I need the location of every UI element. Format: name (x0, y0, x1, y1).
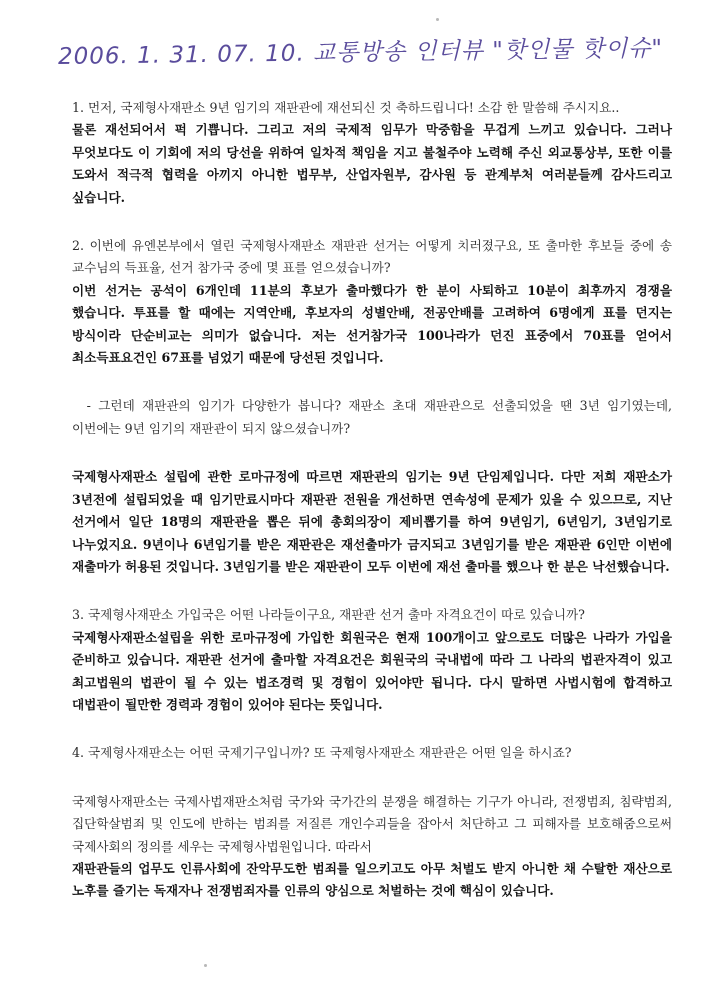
question-2-followup: - 그런데 재판관의 임기가 다양한가 봅니다? 재판소 초대 재판관으로 선출되었을 땐 3년 임기였는데, 이번에는 9년 임기의 재판관이 되지 않으셨습니까? (72, 398, 677, 436)
question-1: 1. 먼저, 국제형사재판소 9년 임기의 재판관에 재선되신 것 축하드립니다! 소감 한 말씀해 주시지요.. (72, 100, 620, 115)
handwritten-title: 2006. 1. 31. 07. 10. 교통방송 인터뷰 "핫인물 핫이슈" (57, 35, 664, 70)
answer-4-part1: 국제형사재판소는 국제사법재판소처럼 국가와 국가간의 분쟁을 해결하는 기구가 아니라, 전쟁범죄, 침략범죄, 집단학살범죄 및 인도에 반하는 범죄를 저질른 개인수괴들을 잡아서 처단하고 그 피해자를 보호해줌으로써 국제사회의 정의를 세우는 국제형사법원입니다. 따라서 (72, 793, 672, 854)
question-3: 3. 국제형사재판소 가입국은 어떤 나라들이구요, 재판관 선거 출마 자격요건이 따로 있습니까? (72, 607, 585, 623)
answer-2: 이번 선거는 공석이 6개인데 11분의 후보가 출마했다가 한 분이 사퇴하고 10분이 최후까지 경쟁을 했습니다. 투표를 할 때에는 지역안배, 후보자의 성별안배, 전공안배를 고려하여 6명에게 표를 던지는 방식이라 단순비교는 의미가 없습니다. 저는 선거참가국 100나라가 던진 표중에서 70표를 얻어서 최소득표요건인 67표를 넘었기 때문에 당선된 것입니다. (72, 282, 672, 366)
scan-speck (436, 18, 439, 21)
answer-1: 물론 재선되어서 퍽 기쁩니다. 그리고 저의 국제적 임무가 막중함을 무겁게 느끼고 있습니다. 그러나 무엇보다도 이 기회에 저의 당선을 위하여 일차적 책임을 지고 불철주야 노력해 주신 외교통상부, 또한 이를 도와서 적극적 협력을 아끼지 아니한 법무부, 산업자원부, 감사원 등 관계부처 여러분들께 감사드리고 싶습니다. (72, 122, 672, 205)
scan-speck (204, 964, 207, 967)
answer-2-followup: 국제형사재판소 설립에 관한 로마규정에 따르면 재판관의 임기는 9년 단임제입니다. 다만 저희 재판소가 3년전에 설립되었을 때 임기만료시마다 재판관 전원을 개선하면 연속성에 문제가 있을 수 있으므로, 지난 선거에서 일단 18명의 재판관을 뽑은 뒤에 총회의장이 제비뽑기를 하여 9년임기, 6년임기, 3년임기로 나누었지요. 9년이나 6년임기를 받은 재판관은 재선출마가 금지되고 3년임기를 받은 재판관 6인만 이번에 재출마가 허용된 것입니다. 3년임기를 받은 재판관이 모두 이번에 재선 출마를 했으나 한 분은 낙선했습니다. (72, 469, 672, 574)
answer-3: 국제형사재판소설립을 위한 로마규정에 가입한 회원국은 현재 100개이고 앞으로도 더많은 나라가 가입을 준비하고 있습니다. 재판관 선거에 출마할 자격요건은 회원국의 국내법에 따라 그 나라의 법관자격이 있고 최고법원의 법관이 될 수 있는 법조경력 및 경험이 있어야만 됩니다. 다시 말하면 사법시험에 합격하고 대법관이 될만한 경력과 경험이 있어야 된다는 뜻입니다. (72, 629, 672, 712)
interview-body (72, 97, 677, 903)
question-4: 4. 국제형사재판소는 어떤 국제기구입니까? 또 국제형사재판소 재판관은 어떤 일을 하시죠? (72, 745, 572, 761)
question-2: 2. 이번에 유엔본부에서 열린 국제형사재판소 재판관 선거는 어떻게 치러졌구요, 또 출마한 후보들 중에 송 교수님의 득표율, 선거 참가국 중에 몇 표를 얻으셨습니까? (72, 238, 672, 276)
answer-4-part2: 재판관들의 업무도 인류사회에 잔악무도한 범죄를 일으키고도 아무 처벌도 받지 아니한 채 수탈한 재산으로 노후를 즐기는 독재자나 전쟁범죄자를 인류의 양심으로 처벌하는 것에 핵심이 있습니다. (72, 860, 672, 899)
